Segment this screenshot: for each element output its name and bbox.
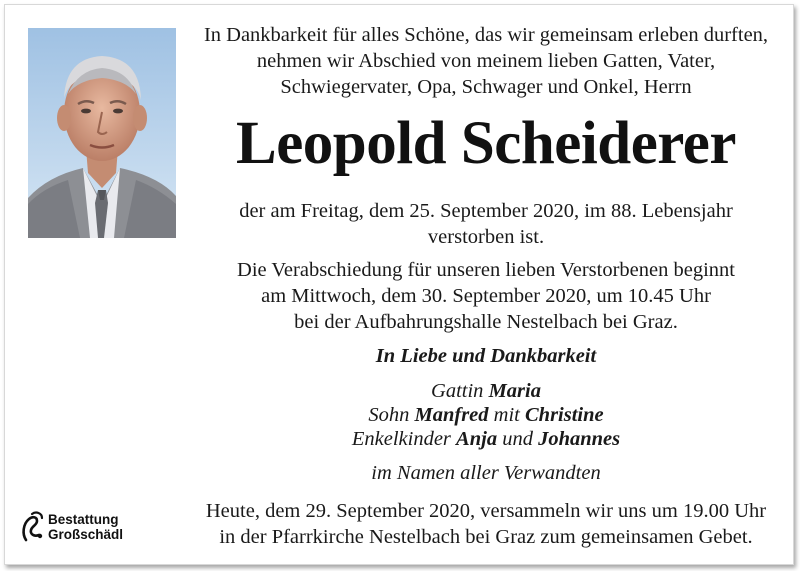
son-label: Sohn (368, 404, 410, 426)
prayer-line: Heute, dem 29. September 2020, versammeln wir uns um 19.00 Uhr (205, 500, 767, 522)
funeral-home-line: Großschädl (48, 527, 124, 542)
wife-label: Gattin (431, 380, 484, 402)
relatives-line: im Namen aller Verwandten (371, 462, 601, 484)
funeral-home-logo (20, 510, 160, 544)
farewell-line: bei der Aufbahrungshalle Nestelbach bei Graz. (294, 311, 678, 333)
death-notice-line: der am Freitag, dem 25. September 2020, im 88. Lebensjahr (239, 200, 733, 222)
grandchild-name: Anja (456, 428, 498, 450)
deceased-name: Leopold Scheiderer (236, 110, 736, 177)
son-name: Manfred (414, 404, 489, 426)
funeral-home-name (48, 512, 123, 542)
mourner-wife (180, 379, 792, 403)
prayer-notice (180, 498, 792, 550)
intro-line: Schwiegervater, Opa, Schwager und Onkel, Herrn (280, 76, 692, 98)
son-partner: Christine (525, 404, 604, 426)
grandchildren-joiner: und (502, 428, 533, 450)
farewell-notice (180, 257, 792, 335)
death-notice-line: verstorben ist. (427, 226, 545, 248)
grandchildren-label: Enkelkinder (351, 428, 451, 450)
funeral-home-line: Bestattung (48, 512, 119, 527)
mourners-list (180, 379, 792, 451)
death-notice (180, 198, 792, 250)
intro-text (180, 22, 792, 100)
mourner-son (180, 403, 792, 427)
farewell-line: Die Verabschiedung für unseren lieben Verstorbenen beginnt (237, 259, 735, 281)
prayer-line: in der Pfarrkirche Nestelbach bei Graz zum gemeinsamen Gebet. (219, 526, 753, 548)
signoff: In Liebe und Dankbarkeit (375, 345, 597, 367)
farewell-line: am Mittwoch, dem 30. September 2020, um 10.45 Uhr (261, 285, 711, 307)
mourner-grandchildren (180, 427, 792, 451)
wife-name: Maria (488, 380, 541, 402)
portrait-photo (28, 28, 176, 238)
son-joiner: mit (493, 404, 520, 426)
grandchild-name: Johannes (538, 428, 621, 450)
intro-line: In Dankbarkeit für alles Schöne, das wir gemeinsam erleben durften, (203, 24, 769, 46)
intro-line: nehmen wir Abschied von meinem lieben Gatten, Vater, (256, 50, 716, 72)
bestattung-logo-icon (20, 510, 46, 544)
